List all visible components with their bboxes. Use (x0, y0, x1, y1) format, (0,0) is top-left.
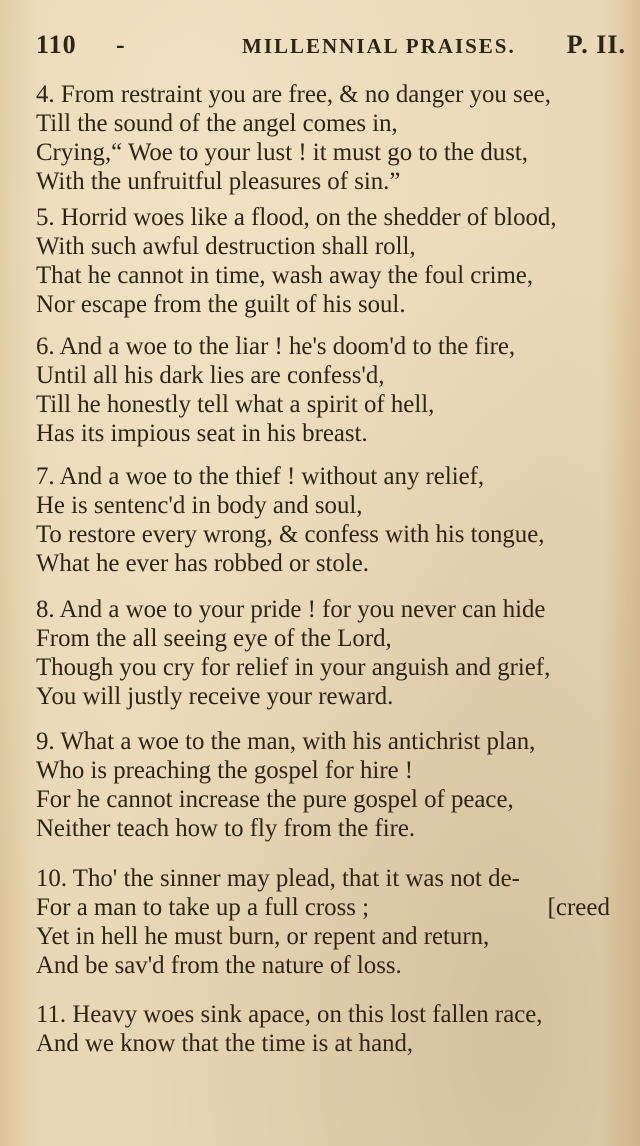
verse-line: With the unfruitful pleasures of sin.” (36, 168, 401, 195)
verse-line: And be sav'd from the nature of loss. (36, 952, 402, 979)
verse-line: With such awful destruction shall roll, (36, 233, 416, 260)
verse-line: 6. And a woe to the liar ! he's doom'd to the fire, (36, 333, 516, 360)
verse-line: Until all his dark lies are confess'd, (36, 362, 385, 389)
verse-line: You will justly receive your reward. (36, 683, 394, 710)
verse-4 (36, 80, 636, 196)
verse-line: 7. And a woe to the thief ! without any relief, (36, 463, 485, 490)
verse-line: 8. And a woe to your pride ! for you never can hide (36, 596, 546, 623)
verse-line: Till the sound of the angel comes in, (36, 110, 398, 137)
turnover-word: [creed (547, 894, 610, 921)
verse-line: Nor escape from the guilt of his soul. (36, 291, 406, 318)
page-number: 110 (36, 30, 77, 59)
verse-line: 9. What a woe to the man, with his antichrist plan, (36, 728, 536, 755)
verse-11 (36, 1000, 636, 1058)
header-dash: - (116, 30, 126, 59)
verse-7 (36, 462, 636, 578)
verse-8 (36, 595, 636, 711)
verse-line: Though you cry for relief in your anguish and grief, (36, 654, 551, 681)
verse-line: What he ever has robbed or stole. (36, 550, 369, 577)
page-header (36, 30, 626, 70)
verse-10 (36, 864, 636, 980)
verse-6 (36, 332, 636, 448)
verse-line: And we know that the time is at hand, (36, 1030, 414, 1057)
verse-line: Neither teach how to fly from the fire. (36, 815, 416, 842)
part-label: P. II. (566, 30, 626, 59)
verse-5 (36, 203, 636, 319)
verse-line: Who is preaching the gospel for hire ! (36, 757, 414, 784)
verse-line: 11. Heavy woes sink apace, on this lost fallen race, (36, 1001, 543, 1028)
verse-line: 10. Tho' the sinner may plead, that it was not de- (36, 865, 520, 892)
verse-line: Till he honestly tell what a spirit of hell, (36, 391, 435, 418)
verse-line: From the all seeing eye of the Lord, (36, 625, 392, 652)
verse-line: For he cannot increase the pure gospel of peace, (36, 786, 514, 813)
verse-line: 4. From restraint you are free, & no danger you see, (36, 81, 551, 108)
verse-line: Crying,“ Woe to your lust ! it must go to the dust, (36, 139, 528, 166)
verse-line: Has its impious seat in his breast. (36, 420, 368, 447)
verse-9 (36, 727, 636, 843)
verse-line: He is sentenc'd in body and soul, (36, 492, 363, 519)
verse-line: That he cannot in time, wash away the foul crime, (36, 262, 534, 289)
verse-line: 5. Horrid woes like a flood, on the shedder of blood, (36, 204, 557, 231)
verse-line: For a man to take up a full cross ; (36, 894, 369, 921)
verse-line: To restore every wrong, & confess with his tongue, (36, 521, 545, 548)
verse-line-with-overflow (36, 893, 636, 922)
verse-line: Yet in hell he must burn, or repent and return, (36, 923, 490, 950)
running-title: MILLENNIAL PRAISES. (242, 34, 516, 58)
